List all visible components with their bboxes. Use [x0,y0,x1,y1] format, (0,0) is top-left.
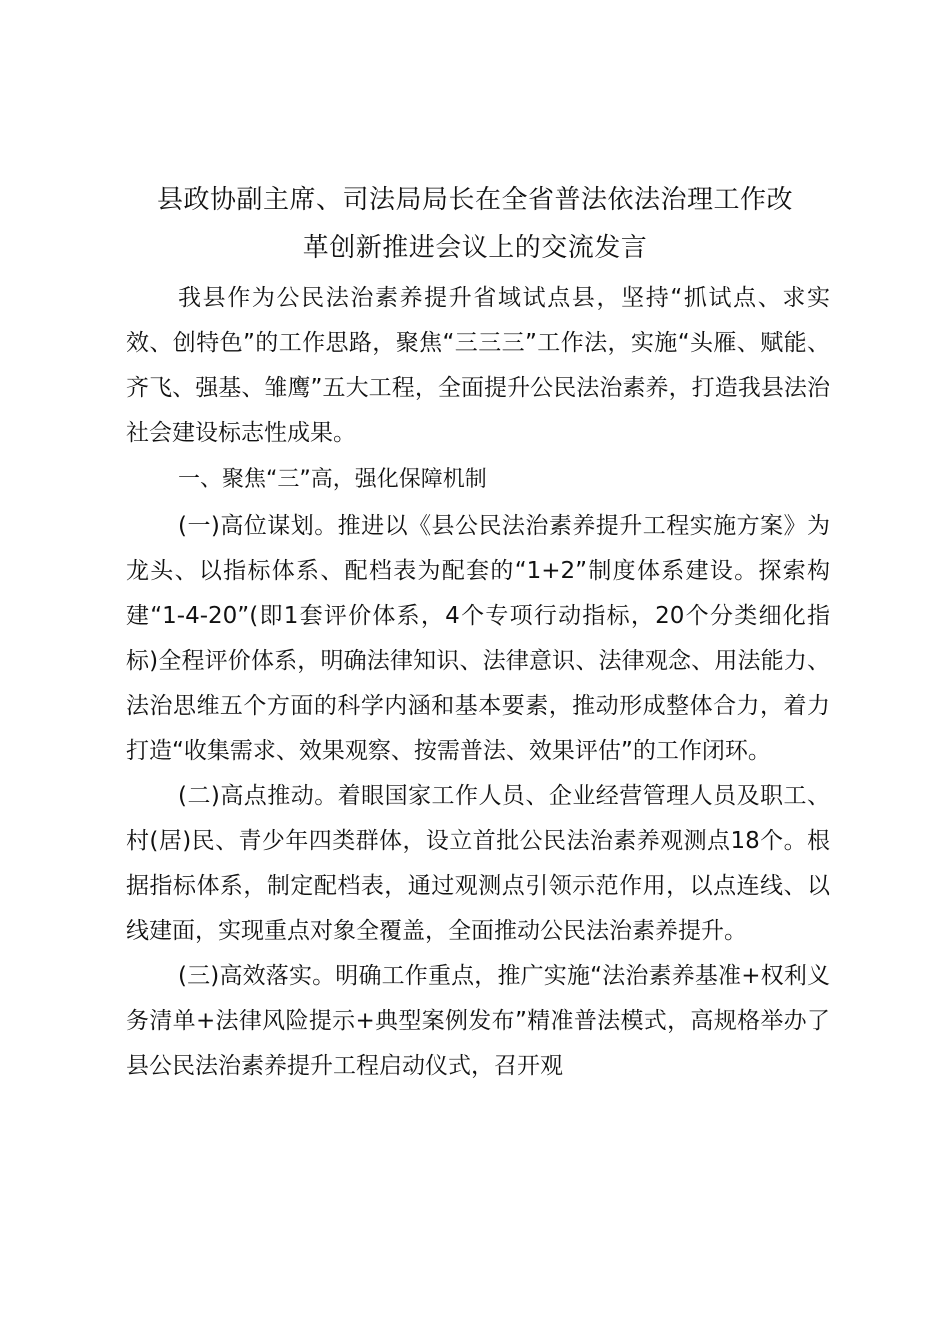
title-line-1: 县政协副主席、司法局局长在全省普法依法治理工作改 [156,185,793,215]
section-heading-1: 一、聚焦“三”高，强化保障机制 [178,467,487,492]
paragraph-high-level-planning: (一)高位谋划。推进以《县公民法治素养提升工程实施方案》为龙头、以指标体系、配档表为配套的“1+2”制度体系建设。探索构建“1-4-20”(即1套评价体系，4个专项行动指标，20个分类细化指标)全程评价体系，明确法律知识、法律意识、法律观念、用法能力、法治思维五个方面的科学内涵和基本要素，推动形成整体合力，着力打造“收集需求、效果观察、按需普法、效果评估”的工作闭环。 [126,513,830,764]
title-line-2: 革创新推进会议上的交流发言 [302,233,648,263]
paragraph-high-point-promotion: (二)高点推动。着眼国家工作人员、企业经营管理人员及职工、村(居)民、青少年四类群体，设立首批公民法治素养观测点18个。根据指标体系，制定配档表，通过观测点引领示范作用，以点连线、以线建面，实现重点对象全覆盖，全面推动公民法治素养提升。 [126,783,830,944]
paragraph-efficient-implementation: (三)高效落实。明确工作重点，推广实施“法治素养基准+权利义务清单+法律风险提示+典型案例发布”精准普法模式，高规格举办了县公民法治素养提升工程启动仪式，召开观 [126,963,830,1079]
intro-paragraph: 我县作为公民法治素养提升省域试点县，坚持“抓试点、求实效、创特色”的工作思路，聚焦“三三三”工作法，实施“头雁、赋能、齐飞、强基、雏鹰”五大工程，全面提升公民法治素养，打造我县法治社会建设标志性成果。 [126,285,830,446]
document-title [118,176,832,272]
document-body [126,276,830,1089]
